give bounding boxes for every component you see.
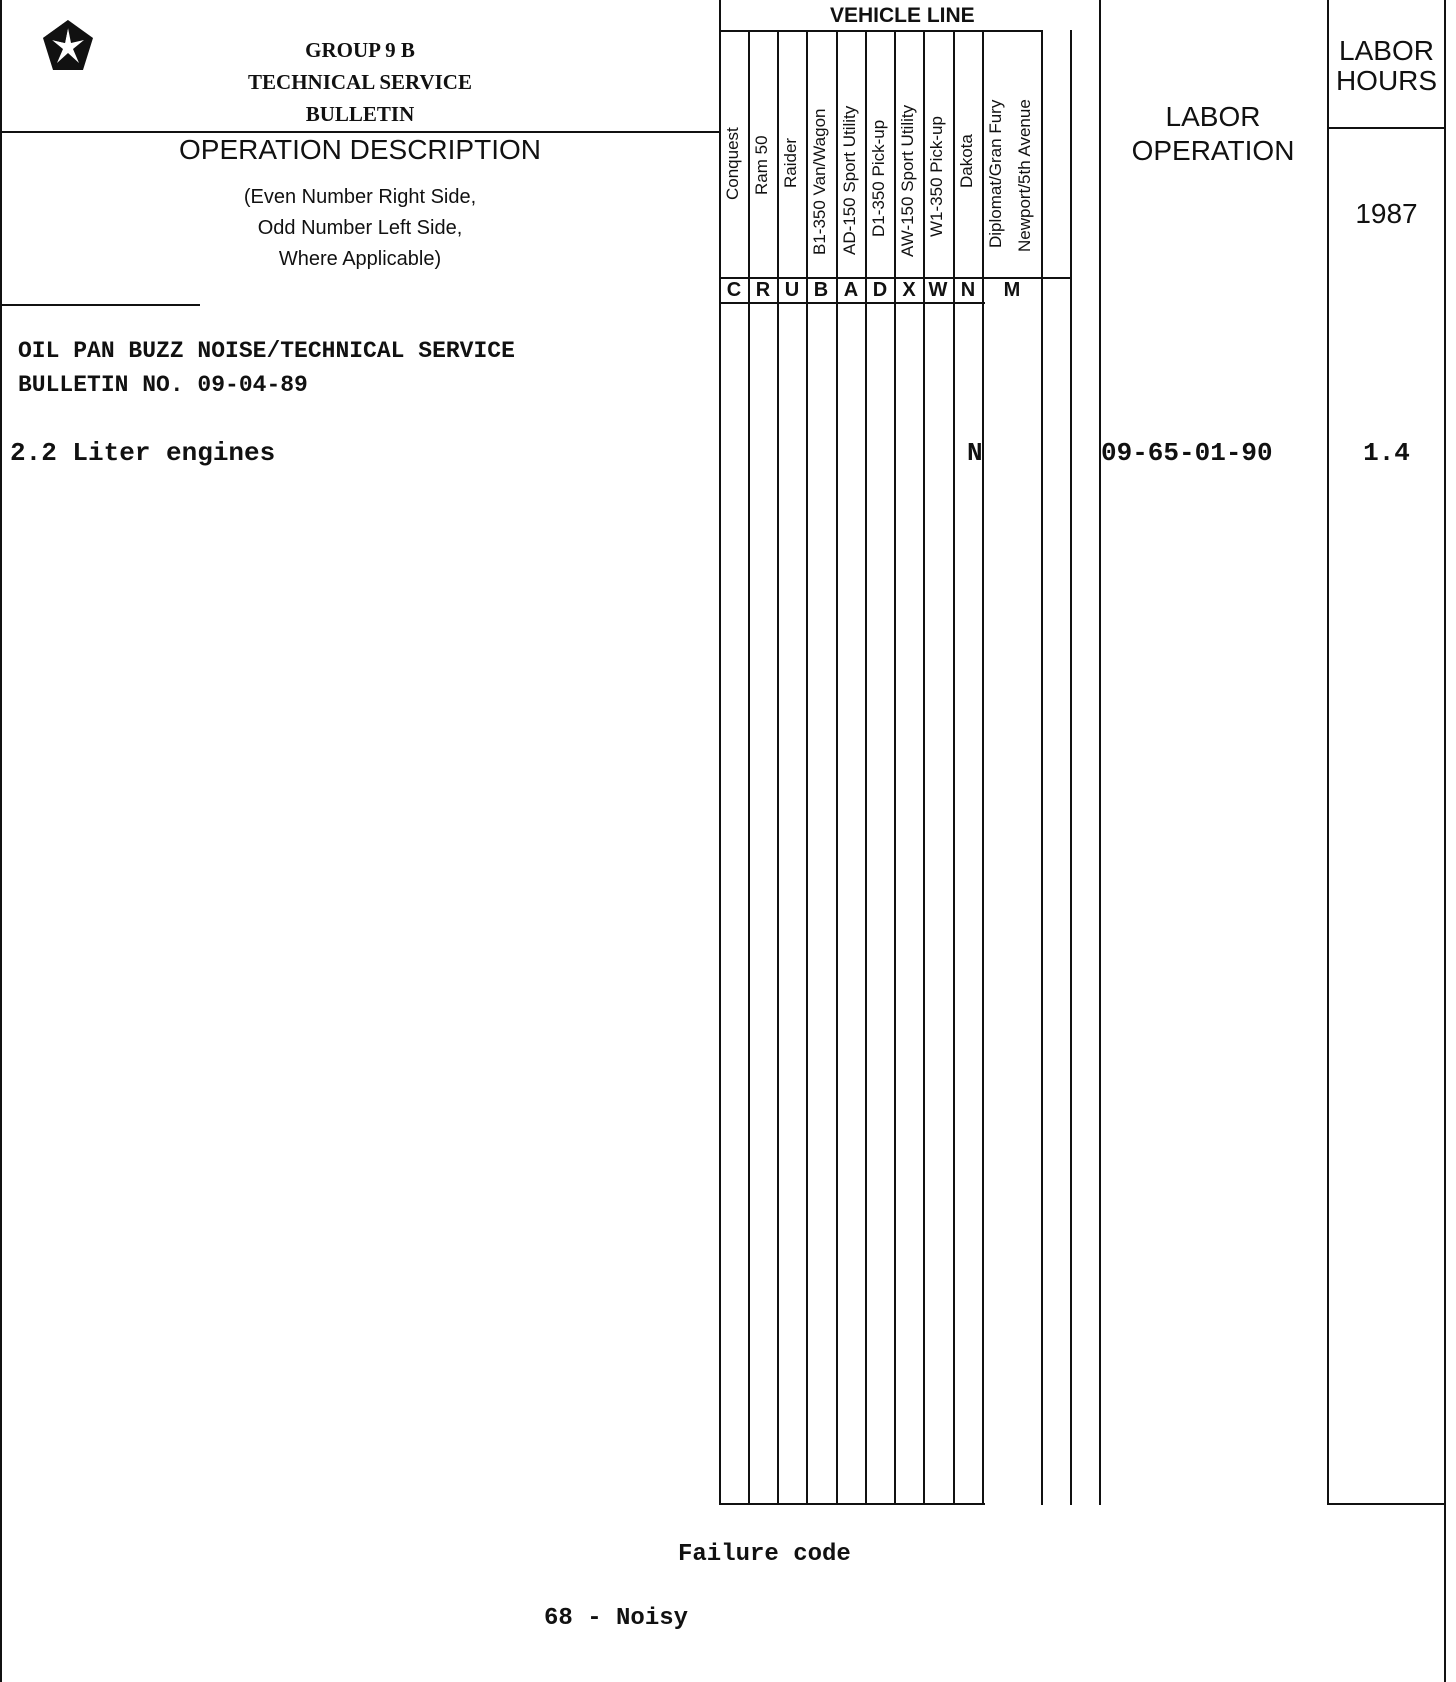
vehicle-column-code: B bbox=[813, 279, 829, 301]
side-note bbox=[210, 182, 510, 275]
vehicle-column-label: AD-150 Sport Utility bbox=[840, 105, 859, 255]
labor-operation-header bbox=[1100, 100, 1326, 168]
bulletin-line-1: TECHNICAL SERVICE bbox=[248, 70, 472, 94]
side-note-line-2: Odd Number Left Side, bbox=[257, 217, 463, 239]
labor-hours-year: 1987 bbox=[1355, 198, 1418, 229]
vehicle-column-label: Diplomat/Gran Fury bbox=[986, 99, 1005, 248]
vehicle-column-label: Newport/5th Avenue bbox=[1015, 99, 1034, 252]
labor-operation-header-line-1: LABOR bbox=[1165, 101, 1261, 132]
vehicle-column-label: D1-350 Pick-up bbox=[869, 119, 888, 237]
vehicle-column-code: R bbox=[755, 279, 771, 301]
pentastar-logo bbox=[40, 18, 96, 74]
labor-hours-header-line-2: HOURS bbox=[1335, 65, 1438, 96]
vehicle-column-code: A bbox=[843, 279, 859, 301]
vehicle-column-code: C bbox=[726, 279, 742, 301]
failure-code-label: Failure code bbox=[678, 1541, 851, 1568]
vehicle-column-code: M bbox=[1003, 279, 1021, 301]
vehicle-column-label: Dakota bbox=[957, 134, 976, 188]
vehicle-column-label: Raider bbox=[781, 137, 800, 188]
failure-code-value: 68 - Noisy bbox=[544, 1605, 689, 1632]
vehicle-column-code: D bbox=[872, 279, 888, 301]
vehicle-column-label: Conquest bbox=[723, 127, 742, 200]
side-note-line-1: (Even Number Right Side, bbox=[243, 186, 477, 208]
vehicle-column-label: AW-150 Sport Utility bbox=[898, 104, 917, 257]
vehicle-column-code: X bbox=[902, 279, 916, 301]
bulletin-line-2: BULLETIN bbox=[305, 102, 415, 126]
vehicle-column-code: U bbox=[784, 279, 800, 301]
labor-operation-header-line-2: OPERATION bbox=[1131, 135, 1295, 166]
labor-hours-header bbox=[1329, 36, 1444, 96]
entry-labor-operation: 09-65-01-90 bbox=[1101, 438, 1273, 468]
bulletin-header bbox=[160, 34, 560, 130]
vehicle-line-title: VEHICLE LINE bbox=[830, 4, 975, 27]
entry-vehicle-code: N bbox=[967, 438, 983, 468]
bulletin-title-line-1: OIL PAN BUZZ NOISE/TECHNICAL SERVICE bbox=[18, 338, 515, 364]
bulletin-title bbox=[18, 334, 515, 402]
bulletin-title-line-2: BULLETIN NO. 09-04-89 bbox=[18, 372, 308, 398]
vehicle-column-label: W1-350 Pick-up bbox=[927, 116, 946, 237]
vehicle-column-label: Ram 50 bbox=[752, 135, 771, 195]
entry-labor-hours: 1.4 bbox=[1363, 438, 1410, 468]
entry-description: 2.2 Liter engines bbox=[10, 438, 276, 468]
vehicle-column-label: B1-350 Van/Wagon bbox=[810, 108, 829, 255]
side-note-line-3: Where Applicable) bbox=[278, 248, 442, 270]
vehicle-column-code: W bbox=[928, 279, 948, 301]
vehicle-column-code: N bbox=[960, 279, 976, 301]
labor-hours-header-line-1: LABOR bbox=[1339, 35, 1434, 66]
operation-description-heading: OPERATION DESCRIPTION bbox=[179, 134, 541, 165]
group-label: GROUP 9 B bbox=[305, 38, 415, 62]
